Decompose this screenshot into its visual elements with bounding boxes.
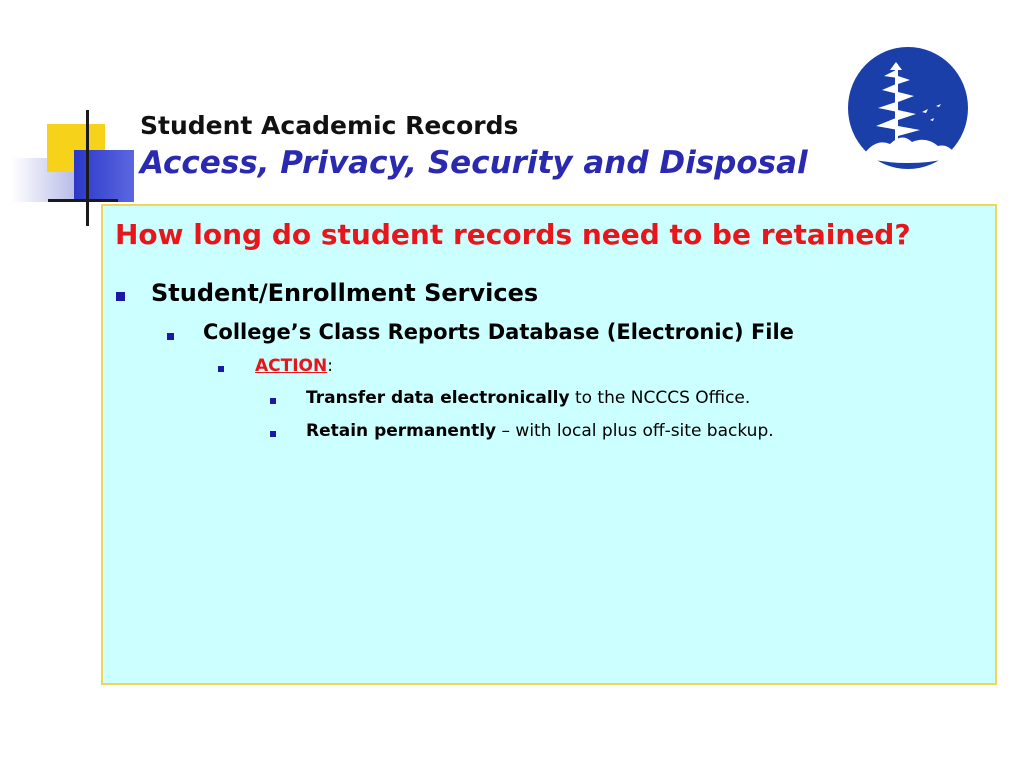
action-item-bold: Transfer data electronically [306,388,570,408]
action-item-bold: Retain permanently [306,421,497,441]
action-line [255,356,333,376]
retention-question: How long do student records need to be retained? [115,218,911,251]
action-colon: : [327,356,333,376]
decor-vertical-line [86,110,89,226]
bullet-level3-icon [218,366,224,372]
decor-horizontal-line [48,199,118,202]
bullet-level1-text: Student/Enrollment Services [151,279,539,307]
action-item-transfer [306,388,750,408]
bullet-level1-icon [116,292,125,301]
action-item-rest: – with local plus off-site backup. [496,421,774,441]
action-item-retain [306,421,774,441]
content-panel [101,204,997,685]
action-label: ACTION [255,356,328,376]
slide-subtitle: Access, Privacy, Security and Disposal [140,145,808,181]
bullet-level4-icon [270,398,276,404]
decor-blue-square [74,150,134,202]
bullet-level2-icon [167,333,174,340]
bullet-level4-icon [270,431,276,437]
pine-tree-logo-icon [846,46,970,170]
bullet-level2-text: College’s Class Reports Database (Electronic) File [203,320,794,344]
slide-title: Student Academic Records [140,111,519,140]
action-item-rest: to the NCCCS Office. [569,388,751,408]
